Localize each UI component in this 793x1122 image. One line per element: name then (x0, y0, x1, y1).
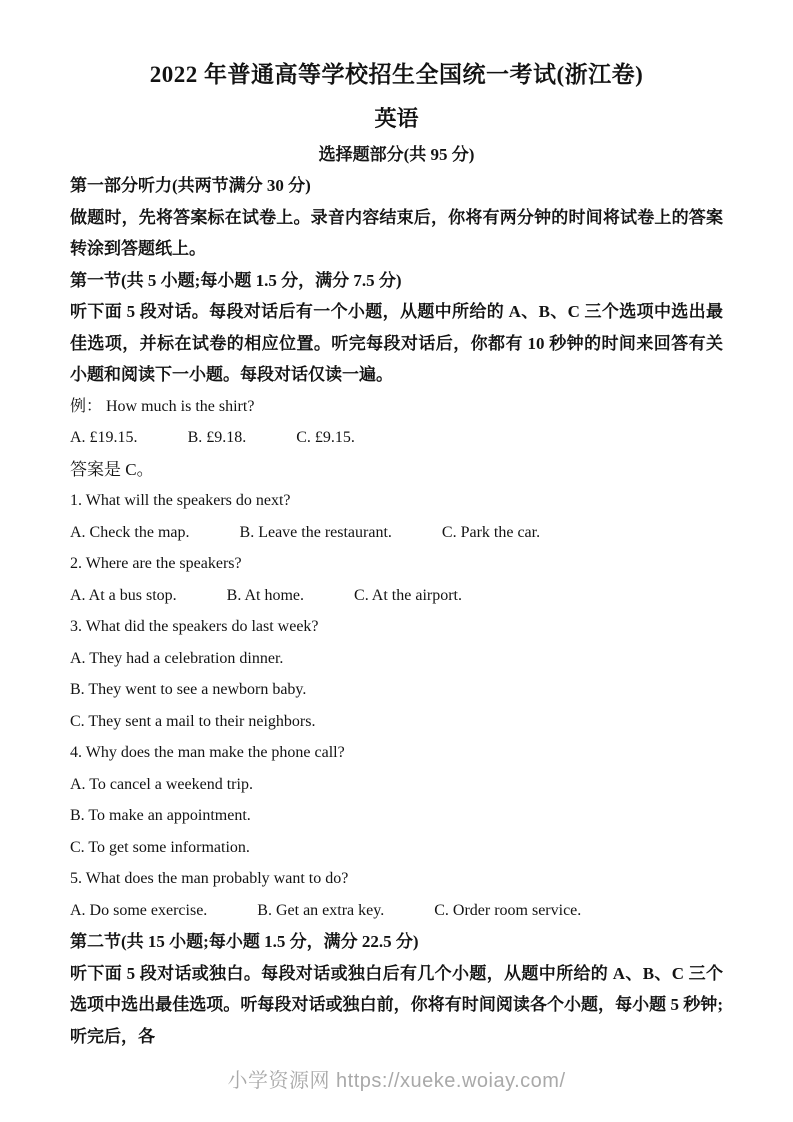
answer-option: C. Park the car. (441, 523, 541, 541)
answer-option: A. £19.15. (70, 429, 138, 446)
question-options-row (70, 580, 723, 612)
part1-heading: 第一部分听力(共两节满分 30 分) (70, 176, 311, 195)
example-options-row (70, 422, 723, 454)
answer-option: B. Leave the restaurant. (239, 523, 392, 541)
question-prompt: 4. Why does the man make the phone call? (70, 744, 345, 761)
question-prompt: 2. Where are the speakers? (70, 555, 242, 572)
answer-option: B. To make an appointment. (70, 807, 251, 824)
listening-questions-list (70, 485, 723, 926)
answer-option: B. They went to see a newborn baby. (70, 681, 307, 698)
question-options-row (70, 895, 723, 927)
part1-note: 做题时，先将答案标在试卷上。录音内容结束后，你将有两分钟的时间将试卷上的答案转涂到答题纸上。 (70, 207, 723, 258)
answer-option: C. Order room service. (434, 901, 582, 919)
exam-title: 2022 年普通高等学校招生全国统一考试(浙江卷) (149, 62, 644, 87)
answer-option: B. £9.18. (187, 429, 247, 446)
answer-option: C. To get some information. (70, 838, 250, 856)
choice-section-header: 选择题部分(共 95 分) (318, 145, 475, 164)
answer-option: A. They had a celebration dinner. (70, 649, 284, 667)
question-prompt: 1. What will the speakers do next? (70, 492, 291, 509)
example-answer-note: 答案是 C。 (70, 459, 154, 479)
answer-option: C. At the airport. (354, 586, 462, 604)
section1-heading: 第一节(共 5 小题;每小题 1.5 分，满分 7.5 分) (70, 270, 402, 290)
example-prompt: 例： How much is the shirt? (70, 397, 255, 415)
answer-option: A. To cancel a weekend trip. (70, 775, 253, 793)
section1-instructions: 听下面 5 段对话。每段对话后有一个小题，从题中所给的 A、B、C 三个选项中选出最佳选项，并标在试卷的相应位置。听完每段对话后，你都有 10 秒钟的时间来回答有关小题和阅读下一小题。每段对话仅读一遍。 (70, 302, 723, 384)
section2-instructions: 听下面 5 段对话或独白。每段对话或独白后有几个小题，从题中所给的 A、B、C 三个选项中选出最佳选项。听每段对话或独白前，你将有时间阅读各个小题，每小题 5 秒钟;听完后，各 (70, 963, 723, 1046)
exam-subject: 英语 (374, 106, 419, 131)
answer-option: B. At home. (226, 586, 305, 604)
question-options-row (70, 517, 723, 549)
answer-option: A. Check the map. (70, 523, 190, 541)
question-prompt: 5. What does the man probably want to do? (70, 870, 349, 887)
footer-watermark: 小学资源网 https://xueke.woiay.com/ (227, 1070, 566, 1092)
section2-heading: 第二节(共 15 小题;每小题 1.5 分，满分 22.5 分) (70, 932, 419, 951)
answer-option: A. At a bus stop. (70, 586, 177, 604)
question-prompt: 3. What did the speakers do last week? (70, 618, 319, 635)
answer-option: C. £9.15. (296, 429, 355, 446)
answer-option: A. Do some exercise. (70, 901, 208, 919)
answer-option: B. Get an extra key. (257, 901, 385, 919)
answer-option: C. They sent a mail to their neighbors. (70, 712, 316, 730)
